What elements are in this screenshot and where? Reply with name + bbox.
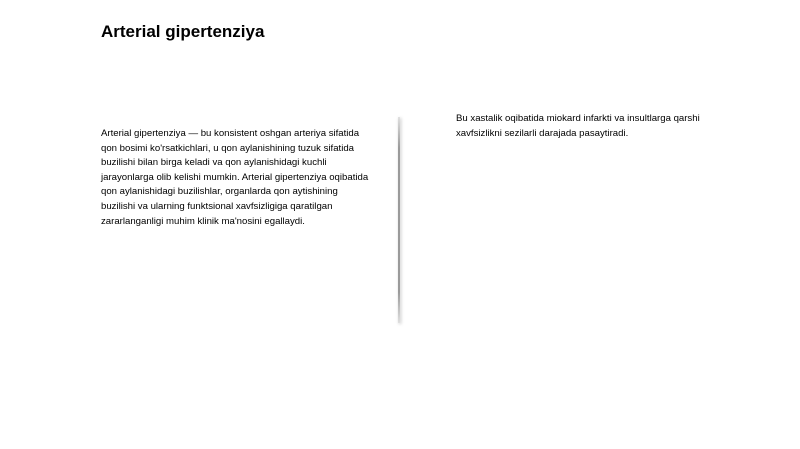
left-paragraph: Arterial gipertenziya — bu konsistent oshgan arteriya sifatida qon bosimi ko'rsatkichlari, u qon aylanishining tuzuk sifatida buzilishi bilan birga keladi va qon aylanishidagi kuchli jarayonlarga olib kelishi mumkin. Arterial gipertenziya oqibatida qon aylanishidagi buzilishlar, organlarda qon aytishining buzilishi va ularning funktsional xavfsizligiga qaratilgan zararlanganligi muhim klinik ma'nosini egallaydi.	[101, 128, 369, 227]
vertical-divider	[398, 117, 400, 323]
slide-title: Arterial gipertenziya	[101, 22, 265, 41]
right-paragraph: Bu xastalik oqibatida miokard infarkti va insultlarga qarshi xavfsizlikni sezilarli darajada pasaytiradi.	[456, 113, 700, 139]
